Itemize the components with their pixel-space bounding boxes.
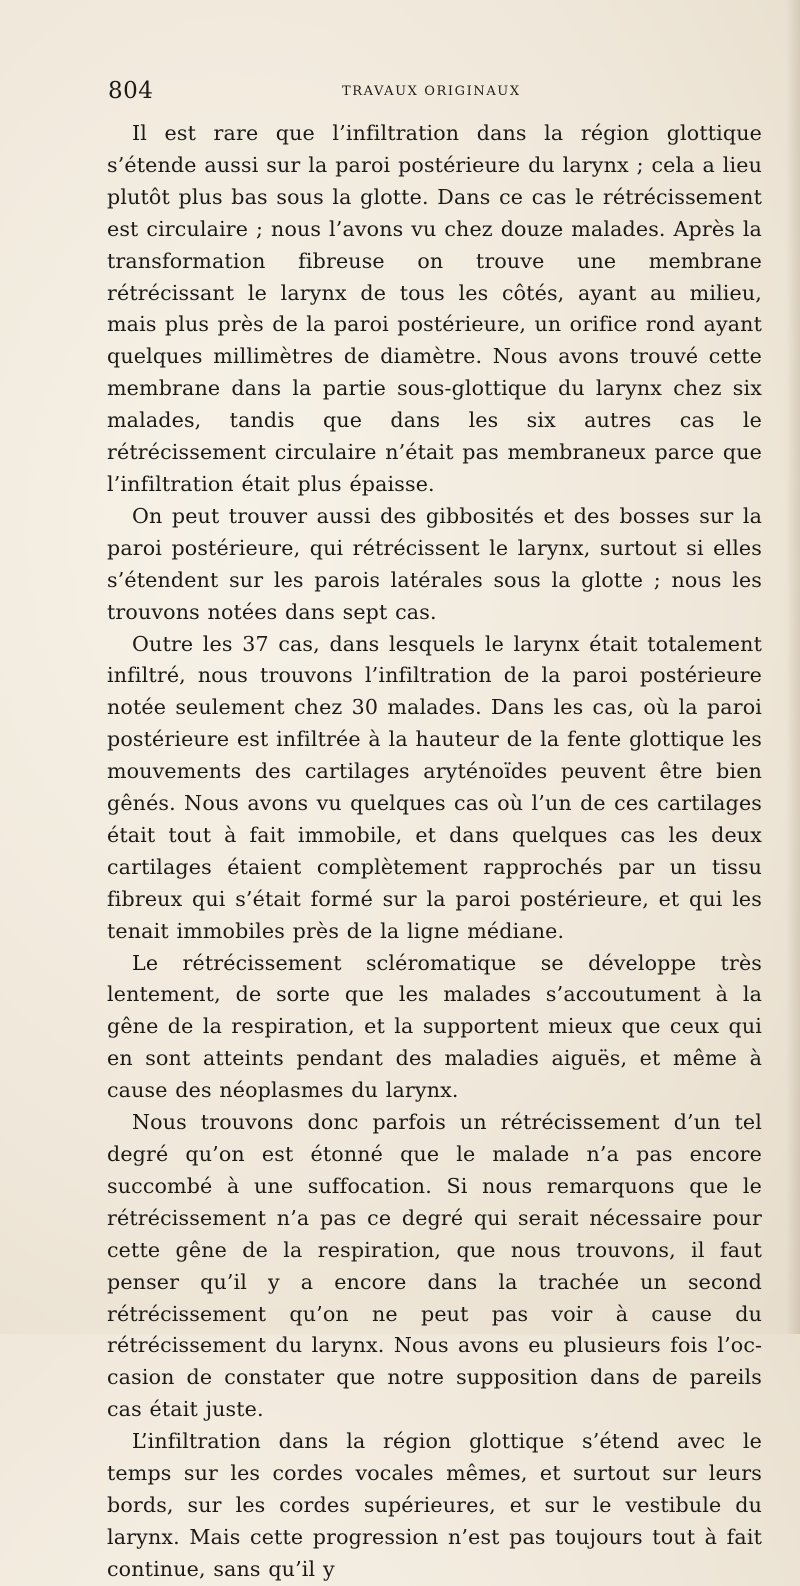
page-number: 804 (108, 78, 154, 104)
page-header (108, 78, 768, 112)
paragraph-3: Outre les 37 cas, dans lesquels le larynx était totalement infiltré, nous trouvons l’infiltration de la paroi postérieure notée seulement chez 30 malades. Dans les cas, où la paroi postérieure est infiltrée à la hauteur de la fente glottique les mouvements des cartilages aryténoïdes peuvent être bien gênés. Nous avons vu quelques cas où l’un de ces cartilages était tout à fait immobile, et dans quelques cas les deux cartilages étaient complètement rapprochés par un tissu fibreux qui s’était formé sur la paroi postérieure, et qui les tenait immobiles près de la ligne médiane. (107, 631, 762, 943)
paragraph-4: Le rétrécissement scléromatique se développe très lentement, de sorte que les malades s’accoutument à la gêne de la respiration, et la supportent mieux que ceux qui en sont atteints pendant des maladies aiguës, et même à cause des néoplasmes du larynx. (107, 950, 762, 1103)
paragraph-1: Il est rare que l’infiltration dans la région glottique s’étende aussi sur la paroi postérieure du larynx ; cela a lieu plutôt plus bas sous la glotte. Dans ce cas le rétrécissement est circulaire ; nous l’avons vu chez douze malades. Après la transformation fibreuse on trouve une membrane rétrécissant le larynx de tous les côtés, ayant au milieu, mais plus près de la paroi postérieure, un orifice rond ayant quelques millimètres de diamètre. Nous avons trouvé cette membrane dans la partie sous-glottique du larynx chez six malades, tandis que dans les six autres cas le rétrécissement circulaire n’était pas membraneux parce que l’infiltration était plus épaisse. (107, 121, 762, 496)
paragraph-6: L’infiltration dans la région glottique s’étend avec le temps sur les cordes vocales mêmes, et surtout sur leurs bords, sur les cordes supérieures, et sur le vestibule du larynx. Mais cette progression n’est pas toujours tout à fait continue, sans qu’il y (107, 1429, 762, 1581)
running-title: TRAVAUX ORIGINAUX (342, 84, 521, 99)
body-text (107, 118, 762, 1586)
paragraph-2: On peut trouver aussi des gibbosités et des bosses sur la paroi postérieure, qui rétrécissent le larynx, surtout si elles s’étendent sur les parois latérales sous la glotte ; nous les trouvons notées dans sept cas. (107, 503, 762, 624)
paragraph-5: Nous trouvons donc parfois un rétrécissement d’un tel degré qu’on est étonné que le malade n’a pas encore succombé à une suffocation. Si nous remarquons que le rétrécissement n’a pas ce degré qui serait nécessaire pour cette gêne de la respiration, que nous trouvons, il faut penser qu’il y a encore dans la trachée un second rétrécissement qu’on ne peut pas voir à cause du rétrécissement du larynx. Nous avons eu plusieurs fois l’occasion de constater que notre supposition dans de pareils cas était juste. (107, 1110, 762, 1422)
page-edge-shadow (786, 0, 800, 1334)
